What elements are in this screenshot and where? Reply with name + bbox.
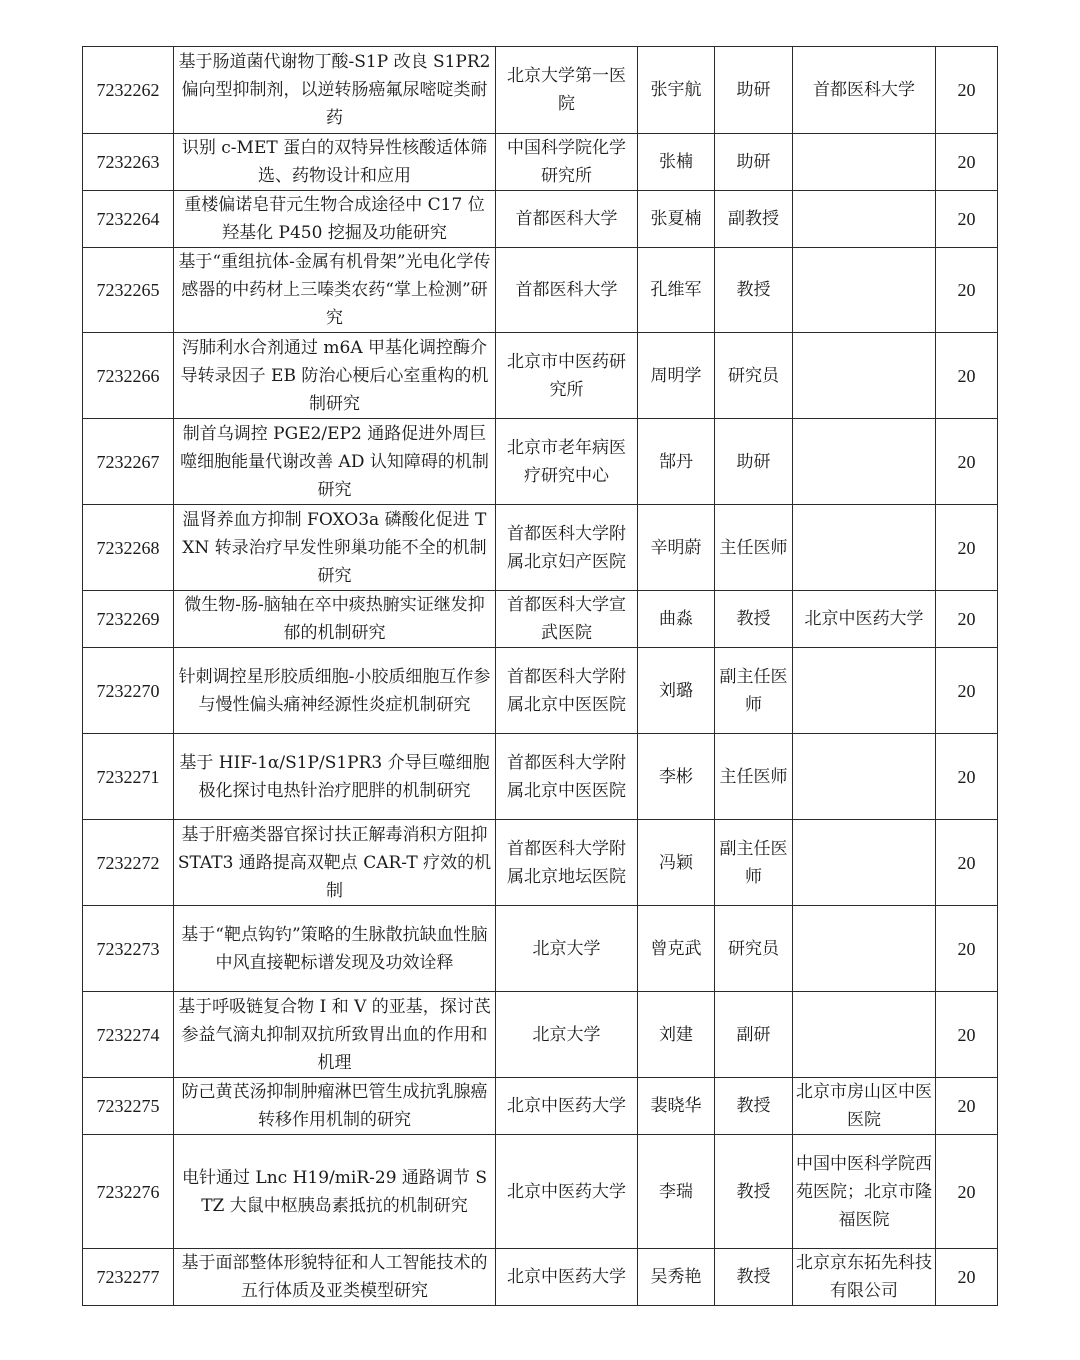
lead-title-cell: 教授 xyxy=(715,248,793,333)
lead-title-cell: 助研 xyxy=(715,134,793,191)
lead-title-cell: 助研 xyxy=(715,419,793,505)
institution-cell: 北京中医药大学 xyxy=(496,1135,638,1249)
lead-name-cell: 李彬 xyxy=(638,734,715,820)
table-row xyxy=(83,992,998,1078)
table-row xyxy=(83,1249,998,1306)
table-row xyxy=(83,1135,998,1249)
institution-cell: 北京大学 xyxy=(496,992,638,1078)
institution-cell: 北京大学第一医院 xyxy=(496,47,638,134)
lead-name-cell: 李瑞 xyxy=(638,1135,715,1249)
table-row xyxy=(83,47,998,134)
funding-amount-cell: 20 xyxy=(936,248,998,333)
funding-amount-cell: 20 xyxy=(936,648,998,734)
project-title-cell: 基于 HIF-1α/S1P/S1PR3 介导巨噬细胞极化探讨电热针治疗肥胖的机制研究 xyxy=(174,734,496,820)
table-row xyxy=(83,734,998,820)
lead-name-cell: 曾克武 xyxy=(638,906,715,992)
funding-amount-cell: 20 xyxy=(936,591,998,648)
table-row xyxy=(83,648,998,734)
project-title-cell: 温肾养血方抑制 FOXO3a 磷酸化促进 TXN 转录治疗早发性卵巢功能不全的机制研究 xyxy=(174,505,496,591)
project-title-cell: 微生物-肠-脑轴在卒中痰热腑实证继发抑郁的机制研究 xyxy=(174,591,496,648)
partner-institution-cell: 北京京东拓先科技有限公司 xyxy=(793,1249,936,1306)
institution-cell: 首都医科大学宣武医院 xyxy=(496,591,638,648)
institution-cell: 首都医科大学 xyxy=(496,191,638,248)
lead-name-cell: 曲淼 xyxy=(638,591,715,648)
lead-name-cell: 孔维军 xyxy=(638,248,715,333)
table-row xyxy=(83,248,998,333)
funding-amount-cell: 20 xyxy=(936,1249,998,1306)
institution-cell: 首都医科大学附属北京中医医院 xyxy=(496,648,638,734)
project-title-cell: 重楼偏诺皂苷元生物合成途径中 C17 位羟基化 P450 挖掘及功能研究 xyxy=(174,191,496,248)
partner-institution-cell xyxy=(793,906,936,992)
funding-amount-cell: 20 xyxy=(936,191,998,248)
funding-amount-cell: 20 xyxy=(936,419,998,505)
lead-title-cell: 教授 xyxy=(715,1135,793,1249)
partner-institution-cell xyxy=(793,505,936,591)
funding-amount-cell: 20 xyxy=(936,47,998,134)
partner-institution-cell xyxy=(793,992,936,1078)
project-title-cell: 制首乌调控 PGE2/EP2 通路促进外周巨噬细胞能量代谢改善 AD 认知障碍的机制研究 xyxy=(174,419,496,505)
partner-institution-cell: 中国中医科学院西苑医院；北京市隆福医院 xyxy=(793,1135,936,1249)
grant-table-body xyxy=(83,47,998,1306)
project-title-cell: 基于“靶点钩钓”策略的生脉散抗缺血性脑中风直接靶标谱发现及功效诠释 xyxy=(174,906,496,992)
project-id-cell: 7232266 xyxy=(83,333,174,419)
institution-cell: 北京中医药大学 xyxy=(496,1078,638,1135)
partner-institution-cell xyxy=(793,191,936,248)
lead-name-cell: 刘建 xyxy=(638,992,715,1078)
lead-name-cell: 郜丹 xyxy=(638,419,715,505)
institution-cell: 北京中医药大学 xyxy=(496,1249,638,1306)
lead-name-cell: 张宇航 xyxy=(638,47,715,134)
project-id-cell: 7232267 xyxy=(83,419,174,505)
table-row xyxy=(83,134,998,191)
institution-cell: 首都医科大学附属北京中医医院 xyxy=(496,734,638,820)
institution-cell: 首都医科大学附属北京妇产医院 xyxy=(496,505,638,591)
partner-institution-cell xyxy=(793,648,936,734)
project-id-cell: 7232277 xyxy=(83,1249,174,1306)
lead-title-cell: 主任医师 xyxy=(715,734,793,820)
partner-institution-cell xyxy=(793,248,936,333)
project-title-cell: 防己黄芪汤抑制肿瘤淋巴管生成抗乳腺癌转移作用机制的研究 xyxy=(174,1078,496,1135)
table-row xyxy=(83,820,998,906)
funding-amount-cell: 20 xyxy=(936,505,998,591)
lead-name-cell: 张楠 xyxy=(638,134,715,191)
project-title-cell: 基于肠道菌代谢物丁酸-S1P 改良 S1PR2 偏向型抑制剂，以逆转肠癌氟尿嘧啶类耐药 xyxy=(174,47,496,134)
project-id-cell: 7232276 xyxy=(83,1135,174,1249)
institution-cell: 首都医科大学 xyxy=(496,248,638,333)
project-id-cell: 7232272 xyxy=(83,820,174,906)
partner-institution-cell xyxy=(793,820,936,906)
lead-name-cell: 张夏楠 xyxy=(638,191,715,248)
table-row xyxy=(83,191,998,248)
table-row xyxy=(83,419,998,505)
partner-institution-cell: 北京中医药大学 xyxy=(793,591,936,648)
table-row xyxy=(83,591,998,648)
lead-name-cell: 刘璐 xyxy=(638,648,715,734)
partner-institution-cell xyxy=(793,333,936,419)
lead-name-cell: 辛明蔚 xyxy=(638,505,715,591)
partner-institution-cell xyxy=(793,134,936,191)
funding-amount-cell: 20 xyxy=(936,906,998,992)
funding-amount-cell: 20 xyxy=(936,1135,998,1249)
lead-title-cell: 教授 xyxy=(715,1249,793,1306)
institution-cell: 北京市老年病医疗研究中心 xyxy=(496,419,638,505)
lead-title-cell: 副主任医师 xyxy=(715,648,793,734)
project-id-cell: 7232262 xyxy=(83,47,174,134)
lead-name-cell: 裴晓华 xyxy=(638,1078,715,1135)
funding-amount-cell: 20 xyxy=(936,134,998,191)
project-id-cell: 7232274 xyxy=(83,992,174,1078)
funding-amount-cell: 20 xyxy=(936,1078,998,1135)
table-row xyxy=(83,333,998,419)
lead-title-cell: 副研 xyxy=(715,992,793,1078)
institution-cell: 北京市中医药研究所 xyxy=(496,333,638,419)
project-id-cell: 7232270 xyxy=(83,648,174,734)
lead-name-cell: 吴秀艳 xyxy=(638,1249,715,1306)
institution-cell: 首都医科大学附属北京地坛医院 xyxy=(496,820,638,906)
partner-institution-cell xyxy=(793,734,936,820)
project-id-cell: 7232269 xyxy=(83,591,174,648)
lead-title-cell: 教授 xyxy=(715,591,793,648)
table-row xyxy=(83,1078,998,1135)
project-title-cell: 基于面部整体形貌特征和人工智能技术的五行体质及亚类模型研究 xyxy=(174,1249,496,1306)
project-id-cell: 7232275 xyxy=(83,1078,174,1135)
project-title-cell: 基于肝癌类器官探讨扶正解毒消积方阻抑 STAT3 通路提高双靶点 CAR-T 疗效的机制 xyxy=(174,820,496,906)
project-id-cell: 7232265 xyxy=(83,248,174,333)
lead-title-cell: 助研 xyxy=(715,47,793,134)
project-id-cell: 7232264 xyxy=(83,191,174,248)
project-id-cell: 7232273 xyxy=(83,906,174,992)
funding-amount-cell: 20 xyxy=(936,820,998,906)
lead-title-cell: 副主任医师 xyxy=(715,820,793,906)
project-title-cell: 电针通过 Lnc H19/miR-29 通路调节 STZ 大鼠中枢胰岛素抵抗的机制研究 xyxy=(174,1135,496,1249)
lead-title-cell: 研究员 xyxy=(715,906,793,992)
project-id-cell: 7232268 xyxy=(83,505,174,591)
project-title-cell: 基于“重组抗体-金属有机骨架”光电化学传感器的中药材上三嗪类农药“掌上检测”研究 xyxy=(174,248,496,333)
project-title-cell: 泻肺利水合剂通过 m6A 甲基化调控酶介导转录因子 EB 防治心梗后心室重构的机制研究 xyxy=(174,333,496,419)
lead-name-cell: 周明学 xyxy=(638,333,715,419)
project-title-cell: 识别 c-MET 蛋白的双特异性核酸适体筛选、药物设计和应用 xyxy=(174,134,496,191)
table-row xyxy=(83,505,998,591)
lead-title-cell: 副教授 xyxy=(715,191,793,248)
project-title-cell: 基于呼吸链复合物 I 和 V 的亚基，探讨芪参益气滴丸抑制双抗所致胃出血的作用和机理 xyxy=(174,992,496,1078)
lead-title-cell: 研究员 xyxy=(715,333,793,419)
grant-table xyxy=(82,46,998,1306)
partner-institution-cell: 北京市房山区中医医院 xyxy=(793,1078,936,1135)
project-id-cell: 7232263 xyxy=(83,134,174,191)
funding-amount-cell: 20 xyxy=(936,333,998,419)
project-title-cell: 针刺调控星形胶质细胞-小胶质细胞互作参与慢性偏头痛神经源性炎症机制研究 xyxy=(174,648,496,734)
lead-name-cell: 冯颖 xyxy=(638,820,715,906)
table-row xyxy=(83,906,998,992)
institution-cell: 北京大学 xyxy=(496,906,638,992)
institution-cell: 中国科学院化学研究所 xyxy=(496,134,638,191)
funding-amount-cell: 20 xyxy=(936,734,998,820)
partner-institution-cell xyxy=(793,419,936,505)
lead-title-cell: 主任医师 xyxy=(715,505,793,591)
partner-institution-cell: 首都医科大学 xyxy=(793,47,936,134)
lead-title-cell: 教授 xyxy=(715,1078,793,1135)
funding-amount-cell: 20 xyxy=(936,992,998,1078)
project-id-cell: 7232271 xyxy=(83,734,174,820)
